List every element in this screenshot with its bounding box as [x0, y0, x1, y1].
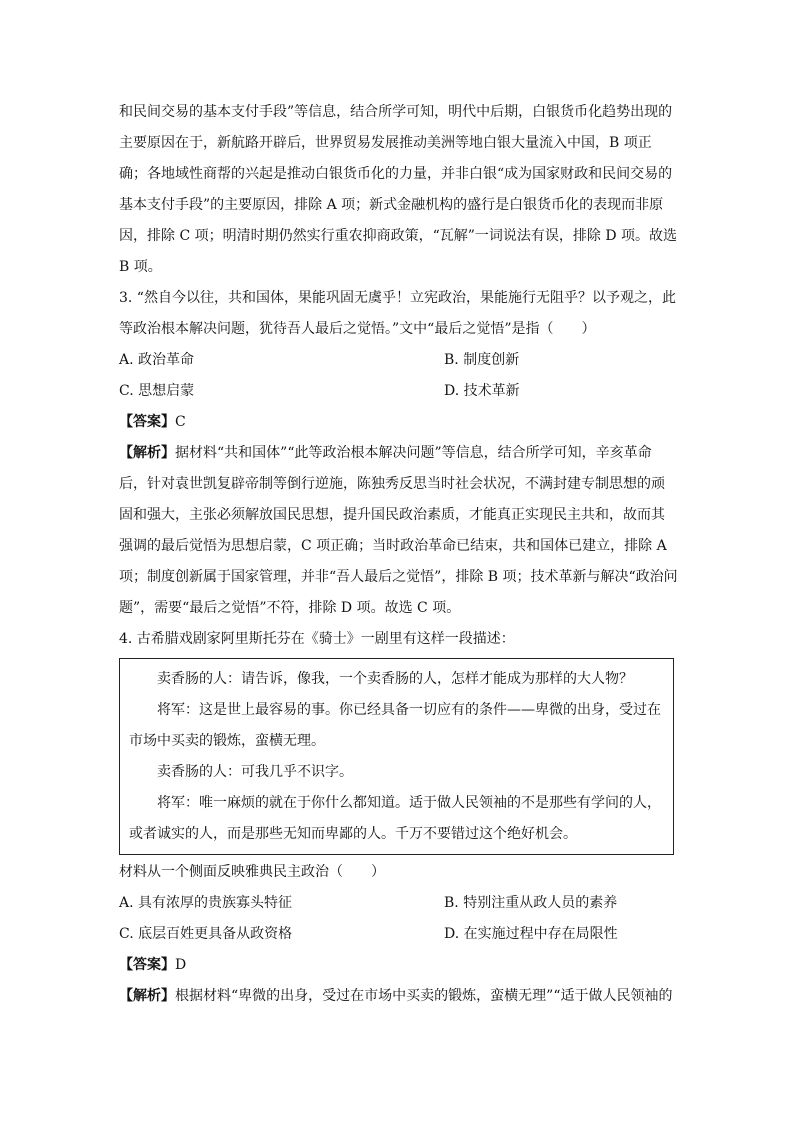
q3-option-d: D. 技术革新 [444, 383, 520, 399]
quote-line: 市场中买卖的锻炼，蛮横无理。 [129, 733, 325, 749]
intro-line: 和民间交易的基本支付手段”等信息，结合所学可知，明代中后期，白银货币化趋势出现的 [119, 104, 673, 120]
q4-analysis-line [119, 986, 679, 1006]
q3-analysis-line [119, 443, 679, 463]
q4-stem: 4. 古希腊戏剧家阿里斯托芬在《骑士》一剧里有这样一段描述： [119, 631, 515, 647]
q3-analysis-text: 据材料“共和国体”“此等政治根本解决问题”等信息，结合所学可知，辛亥革命 [175, 445, 652, 461]
intro-line: 因，排除 C 项；明清时期仍然实行重农抑商政策，“瓦解”一词说法有误，排除 D 项。故选 [119, 228, 678, 244]
q3-analysis-line: 项；制度创新属于国家管理，并非“吾人最后之觉悟”，排除 B 项；技术革新与解决“政治问 [119, 569, 678, 585]
q3-analysis-line: 固和强大，主张必须解放国民思想，提升国民政治素质，才能真正实现民主共和，故而其 [119, 507, 665, 523]
q4-analysis-text: 根据材料“卑微的出身，受过在市场中买卖的锻炼，蛮横无理”“适于做人民领袖的 [175, 988, 673, 1004]
q3-option-b: B. 制度创新 [444, 352, 520, 368]
q3-option-a: A. 政治革命 [119, 352, 195, 368]
q3-analysis-line: 题”，需要“最后之觉悟”不符，排除 D 项。故选 C 项。 [119, 600, 461, 616]
q3-stem-line: 3. “然自今以往，共和国体，果能巩固无虞乎！立宪政治，果能施行无阻乎？以予观之，此 [119, 290, 676, 306]
intro-line: B 项。 [119, 259, 162, 275]
quote-line: 卖香肠的人：可我几乎不识字。 [157, 764, 353, 780]
q3-option-c: C. 思想启蒙 [119, 383, 195, 399]
q3-answer [119, 412, 679, 432]
q3-analysis-line: 后，针对袁世凯复辟帝制等倒行逆施，陈独秀反思当时社会状况，不满封建专制思想的顽 [119, 476, 665, 492]
q4-answer-value: D [175, 957, 187, 973]
q4-option-c: C. 底层百姓更具备从政资格 [119, 926, 293, 942]
q4-quote-box [119, 658, 674, 855]
q4-option-b: B. 特别注重从政人员的素养 [444, 895, 618, 911]
intro-line: 基本支付手段”的主要原因，排除 A 项；新式金融机构的盛行是白银货币化的表现而非原 [119, 197, 664, 213]
q3-answer-label: 【答案】 [119, 414, 175, 430]
q4-analysis-label: 【解析】 [119, 988, 175, 1004]
q4-question: 材料从一个侧面反映雅典民主政治（ ） [119, 864, 385, 880]
q3-answer-value: C [175, 414, 186, 430]
quote-line: 将军：这是世上最容易的事。你已经具备一切应有的条件——卑微的出身，受过在 [157, 702, 661, 718]
q3-analysis-label: 【解析】 [119, 445, 175, 461]
q3-analysis-line: 强调的最后觉悟为思想启蒙，C 项正确；当时政治革命已结束，共和国体已建立，排除 A [119, 538, 667, 554]
q3-stem-line: 等政治根本解决问题，犹待吾人最后之觉悟。”文中“最后之觉悟”是指（ ） [119, 321, 596, 337]
quote-line: 将军：唯一麻烦的就在于你什么都知道。适于做人民领袖的不是那些有学问的人， [157, 795, 661, 811]
intro-line: 主要原因在于，新航路开辟后，世界贸易发展推动美洲等地白银大量流入中国，B 项正 [119, 135, 652, 151]
quote-line: 卖香肠的人：请告诉，像我，一个卖香肠的人，怎样才能成为那样的大人物？ [157, 671, 633, 687]
q4-option-d: D. 在实施过程中存在局限性 [444, 926, 618, 942]
q4-option-a: A. 具有浓厚的贵族寡头特征 [119, 895, 293, 911]
q4-answer-label: 【答案】 [119, 957, 175, 973]
quote-line: 或者诚实的人，而是那些无知而卑鄙的人。千万不要错过这个绝好机会。 [129, 826, 577, 842]
q4-answer [119, 955, 679, 975]
intro-line: 确；各地域性商帮的兴起是推动白银货币化的力量，并非白银“成为国家财政和民间交易的 [119, 166, 673, 182]
